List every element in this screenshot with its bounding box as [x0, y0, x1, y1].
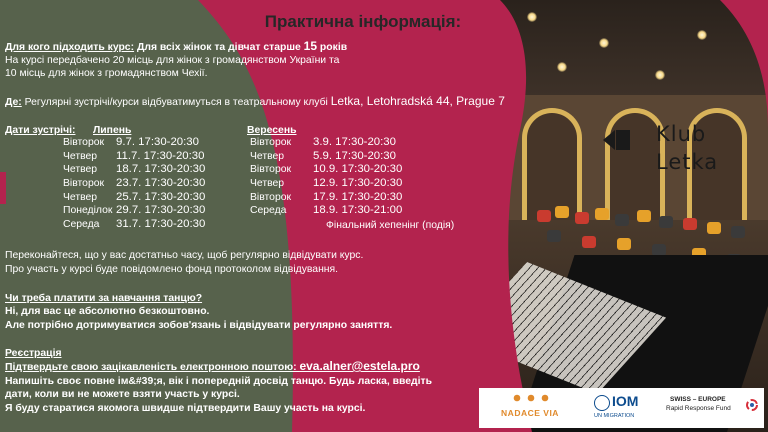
klub-logo-line2: Letka — [656, 150, 719, 174]
who-age: 15 — [303, 39, 318, 53]
registration-label: Реєстрація — [5, 348, 62, 359]
dots-icon — [513, 394, 549, 402]
where-text: Регулярні зустрічі/курси відбуватимуться в театральному клубі — [21, 97, 331, 108]
july-row — [63, 218, 233, 232]
september-date: 17.9. 17:30-20:30 — [313, 190, 403, 203]
september-date: 12.9. 17:30-20:30 — [313, 177, 403, 190]
attendance-line-1: Переконайтеся, що у вас достатньо часу, щоб регулярно відвідувати курс. — [5, 250, 364, 261]
iom-subtext: UN MIGRATION — [594, 413, 635, 419]
september-row — [250, 136, 470, 150]
july-day: Середа — [63, 219, 100, 231]
july-schedule — [63, 136, 233, 232]
swiss-line-2: Rapid Response Fund — [666, 405, 731, 412]
un-emblem-icon — [594, 395, 610, 411]
ring-icon — [745, 398, 759, 412]
july-date: 25.7. 17:30-20:30 — [116, 190, 206, 203]
payment-line-1: Ні, для вас це абсолютно безкоштовно. — [5, 306, 210, 317]
september-heading: Вересень — [247, 125, 297, 136]
schedule-label: Дати зустрічі: — [5, 125, 76, 136]
registration-line-4: Я буду старатися якомога швидше підтвердити Вашу участь на курсі. — [5, 403, 366, 414]
september-day: Вівторок — [250, 137, 292, 148]
july-day: Вівторок — [63, 137, 105, 148]
who-line — [5, 40, 347, 54]
september-row — [250, 204, 470, 218]
who-label: Для кого підходить курс: — [5, 42, 135, 53]
july-row — [63, 191, 233, 205]
swiss-europe-logo — [666, 396, 761, 424]
september-schedule — [250, 136, 470, 218]
september-day: Вівторок — [250, 191, 292, 203]
nadace-via-logo — [495, 394, 565, 424]
nadace-via-text: NADACE VIA — [501, 408, 559, 418]
july-row — [63, 136, 233, 150]
attendance-line-2: Про участь у курсі буде повідомлено фонд протоколом відвідування. — [5, 264, 339, 275]
july-date: 18.7. 17:30-20:30 — [116, 163, 206, 176]
iom-text: IOM — [612, 393, 639, 409]
iom-logo — [594, 393, 654, 423]
july-date: 29.7. 17:30-20:30 — [116, 204, 206, 217]
registration-email-link[interactable]: eva.alner@estela.pro — [299, 359, 420, 373]
page-title: Практична інформація: — [264, 12, 462, 31]
registration-confirm-text: Підтвердьте свою зацікавленість електронною поштою: — [5, 362, 300, 373]
registration-line-2: Напишіть своє повне ім&#39;я, вік і попередній досвід танцю. Будь ласка, введіть — [5, 376, 433, 387]
september-date: 18.9. 17:30-21:00 — [313, 204, 403, 217]
july-row — [63, 204, 233, 218]
payment-label: Чи треба платити за навчання танцю? — [5, 293, 203, 304]
who-text-post: років — [317, 42, 348, 53]
klub-logo-line1: Klub — [656, 122, 707, 146]
september-date: 10.9. 17:30-20:30 — [313, 163, 403, 176]
where-label: Де: — [5, 97, 22, 108]
july-date: 31.7. 17:30-20:30 — [116, 218, 206, 231]
july-date: 9.7. 17:30-20:30 — [116, 136, 199, 148]
registration-confirm-line — [5, 360, 420, 374]
september-row — [250, 150, 470, 164]
who-line-2: На курсі передбачено 20 місць для жінок з громадянством України та — [5, 55, 340, 66]
july-date: 23.7. 17:30-20:30 — [116, 177, 206, 190]
september-row — [250, 177, 470, 191]
who-line-3: 10 місць для жінок з громадянством Чехії. — [5, 68, 208, 79]
july-day: Понеділок — [63, 205, 113, 217]
where-line — [5, 95, 505, 109]
where-venue: Letka, Letohradská 44, Prague 7 — [330, 94, 505, 108]
play-square-icon — [603, 126, 631, 154]
july-day: Вівторок — [63, 178, 105, 190]
july-row — [63, 163, 233, 177]
final-event: Фінальний хепенінг (подія) — [326, 220, 455, 231]
july-day: Четвер — [63, 191, 98, 203]
edge-tab — [0, 172, 6, 204]
september-day: Вівторок — [250, 164, 292, 176]
who-text: Для всіх жінок та дівчат старше — [134, 42, 304, 53]
september-row — [250, 191, 470, 205]
september-date: 5.9. 17:30-20:30 — [313, 149, 396, 162]
klub-letka-logo — [598, 120, 738, 180]
registration-line-3: дати, коли ви не можете взяти участь у курсі. — [5, 389, 240, 400]
july-day: Четвер — [63, 164, 98, 176]
july-date: 11.7. 17:30-20:30 — [116, 149, 205, 162]
sponsor-logos — [479, 388, 764, 428]
july-row — [63, 177, 233, 191]
september-date: 3.9. 17:30-20:30 — [313, 136, 396, 148]
september-row — [250, 163, 470, 177]
july-heading: Липень — [93, 125, 132, 136]
payment-line-2: Але потрібно дотримуватися зобов'язань і відвідувати регулярно заняття. — [5, 320, 393, 331]
july-day: Четвер — [63, 150, 98, 162]
july-row — [63, 150, 233, 164]
swiss-line-1: SWISS – EUROPE — [670, 396, 726, 403]
september-day: Четвер — [250, 150, 285, 162]
september-day: Четвер — [250, 178, 285, 190]
september-day: Середа — [250, 205, 287, 217]
